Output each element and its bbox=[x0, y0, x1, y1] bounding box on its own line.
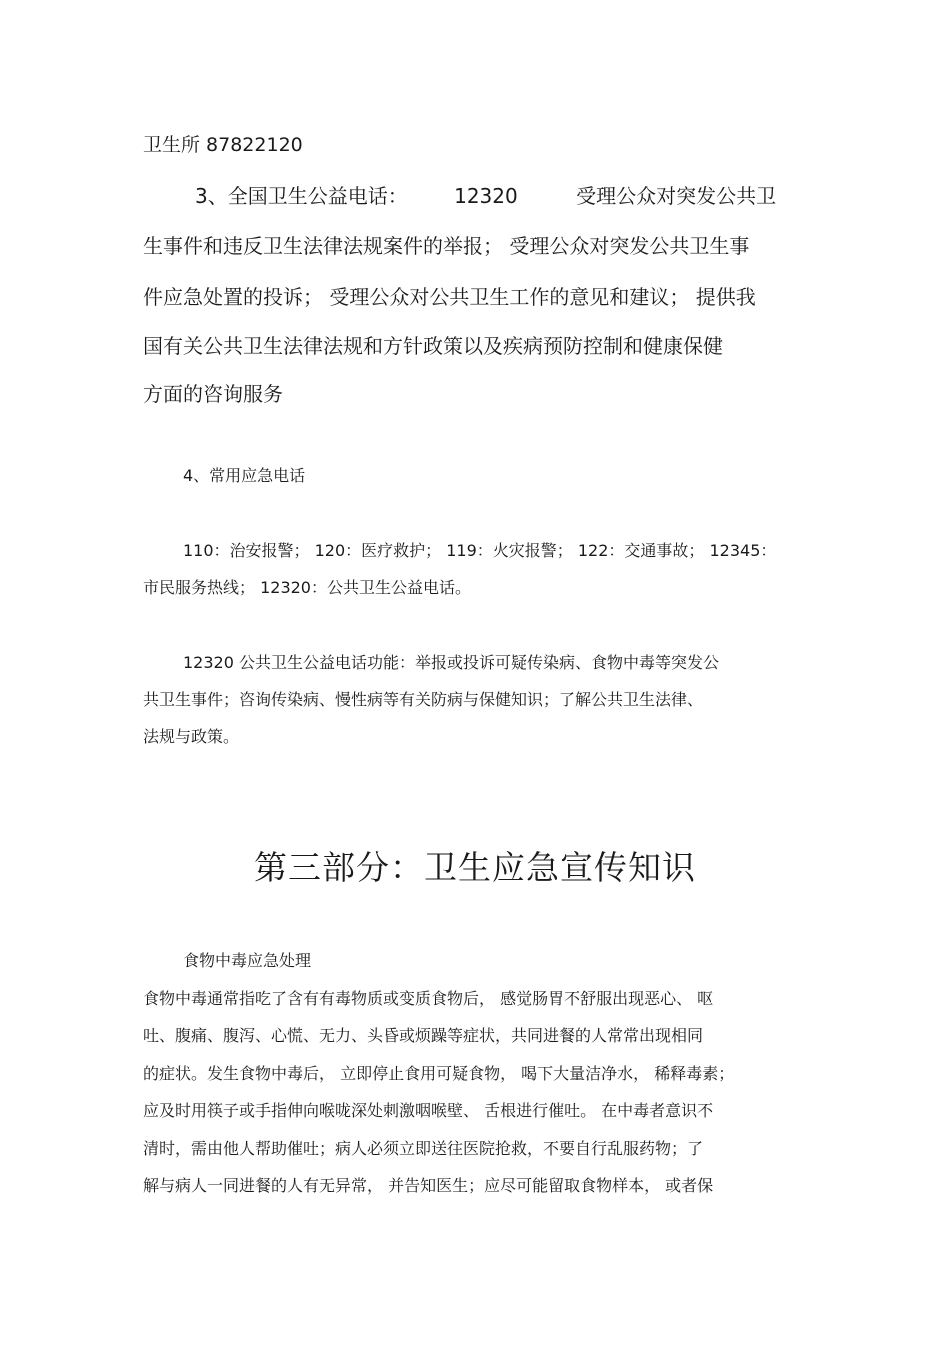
section3-heading-prefix: 3、全国卫生公益电话： bbox=[195, 184, 408, 208]
part3-body-line: 解与病人一同进餐的人有无异常， 并告知医生；应尽可能留取食物样本， 或者保 bbox=[143, 1176, 714, 1195]
section4-heading: 4、常用应急电话 bbox=[183, 466, 306, 485]
hotline-function-line: 12320 公共卫生公益电话功能：举报或投诉可疑传染病、食物中毒等突发公 bbox=[183, 653, 719, 672]
part3-body-line: 应及时用筷子或手指伸向喉咙深处刺激咽喉壁、 舌根进行催吐。 在中毒者意识不 bbox=[143, 1101, 714, 1120]
part3-body-line: 食物中毒通常指吃了含有有毒物质或变质食物后， 感觉肠胃不舒服出现恶心、 呕 bbox=[143, 989, 714, 1008]
section3-heading bbox=[195, 180, 776, 209]
part3-title: 第三部分：卫生应急宣传知识 bbox=[254, 848, 696, 887]
hotline-function-line: 共卫生事件；咨询传染病、慢性病等有关防病与保健知识；了解公共卫生法律、 bbox=[143, 690, 704, 709]
part3-subheading: 食物中毒应急处理 bbox=[183, 951, 312, 970]
hotline-function-line: 法规与政策。 bbox=[143, 727, 240, 746]
section3-phone: 12320 bbox=[454, 184, 518, 208]
section3-body-line: 方面的咨询服务 bbox=[143, 382, 283, 406]
emergency-list-line: 110：治安报警； 120：医疗救护； 119：火灾报警； 122：交通事故； 12345： bbox=[183, 541, 777, 560]
part3-body-line: 清时，需由他人帮助催吐；病人必须立即送往医院抢救，不要自行乱服药物；了 bbox=[143, 1139, 704, 1158]
section3-heading-suffix: 受理公众对突发公共卫 bbox=[576, 184, 777, 208]
section3-body-line: 件应急处置的投诉； 受理公众对公共卫生工作的意见和建议； 提供我 bbox=[143, 285, 756, 309]
section3-body-line: 国有关公共卫生法律法规和方针政策以及疾病预防控制和健康保健 bbox=[143, 334, 723, 358]
section3-body-line: 生事件和违反卫生法律法规案件的举报； 受理公众对突发公共卫生事 bbox=[143, 234, 750, 258]
part3-body-line: 吐、腹痛、腹泻、心慌、无力、头昏或烦躁等症状，共同进餐的人常常出现相同 bbox=[143, 1026, 704, 1045]
part3-body-line: 的症状。发生食物中毒后， 立即停止食用可疑食物， 喝下大量洁净水， 稀释毒素； bbox=[143, 1064, 735, 1083]
emergency-list-line: 市民服务热线； 12320：公共卫生公益电话。 bbox=[143, 578, 471, 597]
intro-line: 卫生所 87822120 bbox=[143, 134, 303, 156]
